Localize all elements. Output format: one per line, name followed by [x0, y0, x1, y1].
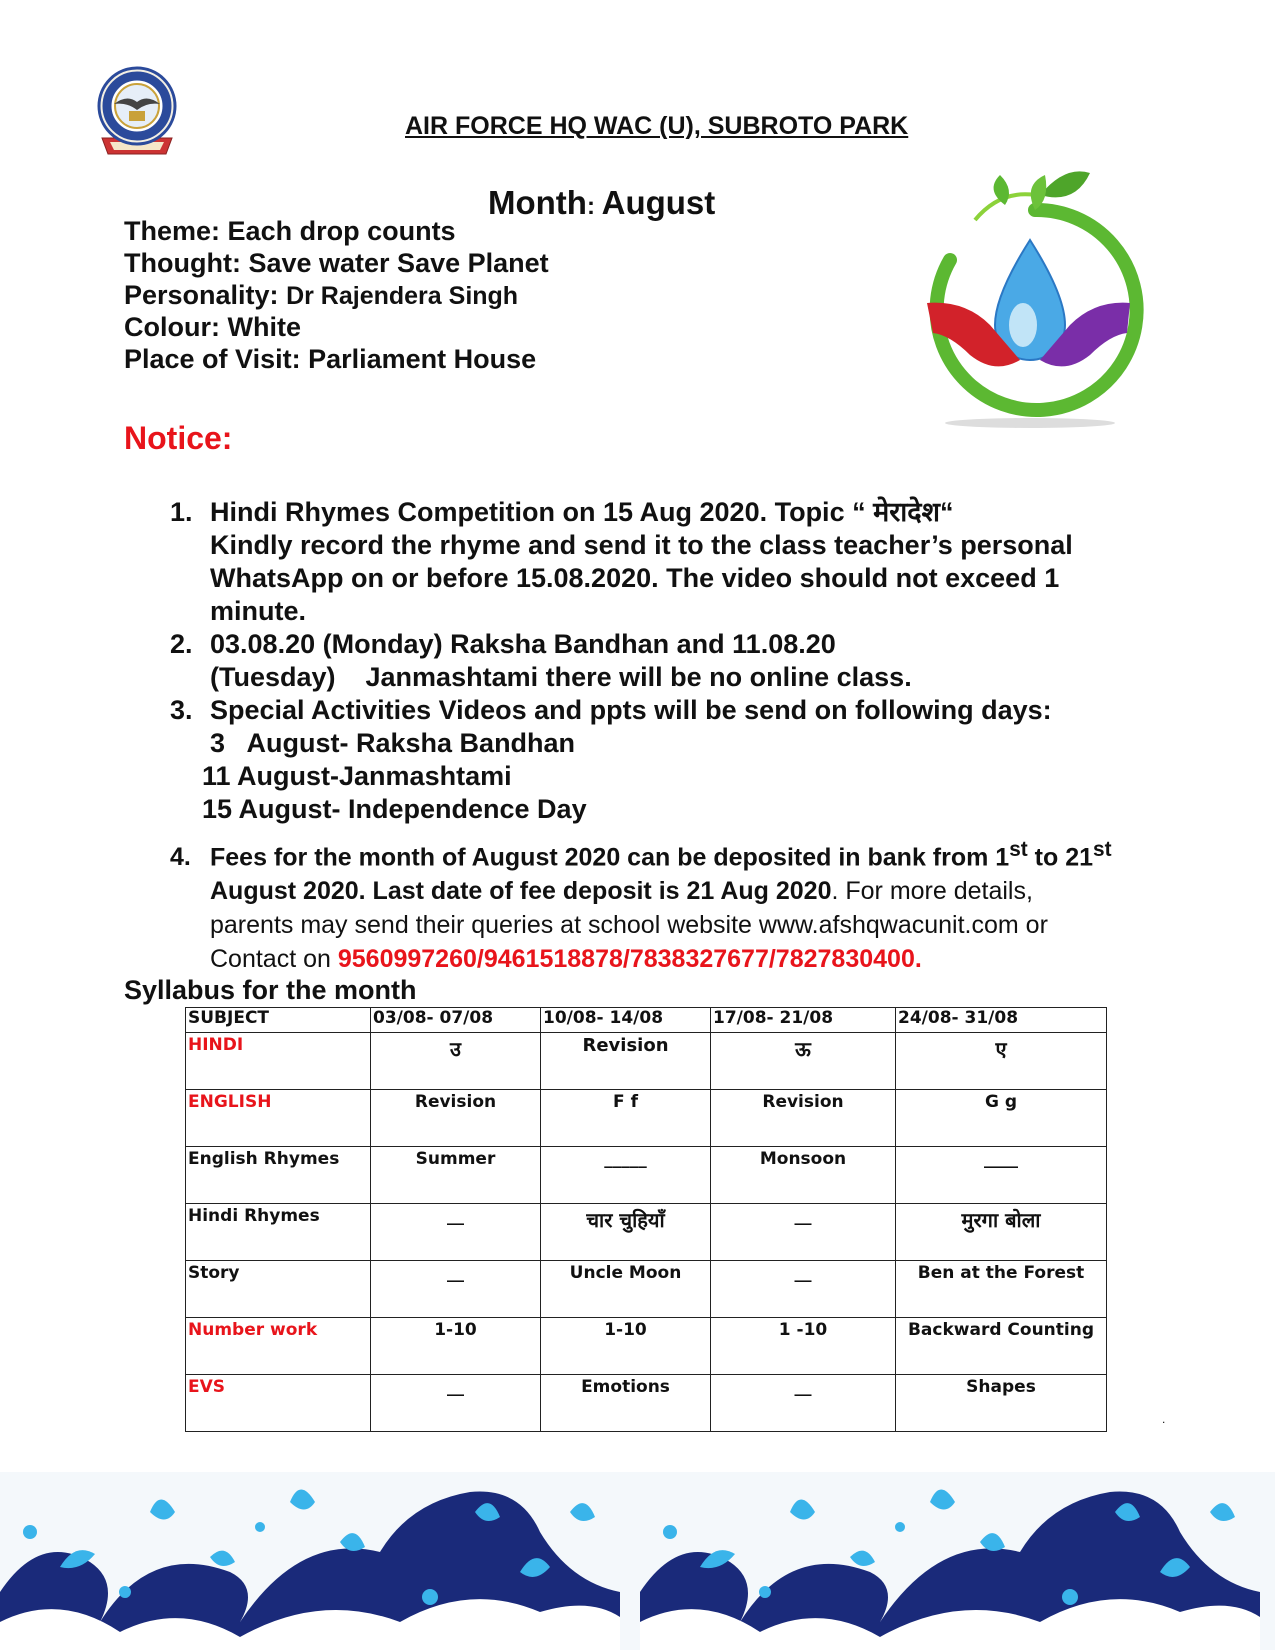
table-cell: ऊ: [711, 1033, 896, 1090]
school-header: AIR FORCE HQ WAC (U), SUBROTO PARK: [405, 112, 909, 140]
stray-dot: .: [1162, 1412, 1166, 1426]
column-header: SUBJECT: [186, 1008, 371, 1033]
subject-cell: English Rhymes: [186, 1147, 371, 1204]
notice-item-1: 1. Hindi Rhymes Competition on 15 Aug 2020. Topic “ मेरादेश“ Kindly record the rhyme and send it to the class teacher’s personal WhatsApp on or before 15.08.2020. The video should not exceed 1 minute.: [170, 497, 1073, 626]
month-label: Month: [488, 184, 587, 221]
table-cell: Ben at the Forest: [896, 1261, 1107, 1318]
table-row: [186, 1204, 1107, 1261]
table-cell: __: [711, 1261, 896, 1318]
subject-cell: Hindi Rhymes: [186, 1204, 371, 1261]
subject-cell: ENGLISH: [186, 1090, 371, 1147]
table-cell: Emotions: [541, 1375, 711, 1432]
table-cell: Revision: [371, 1090, 541, 1147]
table-cell: __: [371, 1375, 541, 1432]
notice-item-2: 2. 03.08.20 (Monday) Raksha Bandhan and 11.08.20 (Tuesday) Janmashtami there will be no online class.: [170, 629, 912, 692]
table-cell: __: [371, 1204, 541, 1261]
table-cell: F f: [541, 1090, 711, 1147]
column-header: 17/08- 21/08: [711, 1008, 896, 1033]
table-cell: ए: [896, 1033, 1107, 1090]
table-cell: Summer: [371, 1147, 541, 1204]
subject-cell: HINDI: [186, 1033, 371, 1090]
table-header-row: [186, 1008, 1107, 1033]
subject-cell: Story: [186, 1261, 371, 1318]
table-cell: उ: [371, 1033, 541, 1090]
table-cell: ____: [896, 1147, 1107, 1204]
table-cell: Backward Counting: [896, 1318, 1107, 1375]
table-cell: 1-10: [541, 1318, 711, 1375]
water-drop-hands-logo-icon: [915, 165, 1145, 435]
notice-item-4: 4. Fees for the month of August 2020 can be deposited in bank from 1st to 21st August 2020. Last date of fee deposit is 21 Aug 2020. For more details, parents may send their queries at school website www.afshqwacunit.com or Contact on 9560997260/9461518878/7838327677/7827830400.: [170, 838, 1112, 974]
table-row: [186, 1090, 1107, 1147]
table-cell: मुरगा बोला: [896, 1204, 1107, 1261]
table-cell: Monsoon: [711, 1147, 896, 1204]
table-cell: __: [711, 1204, 896, 1261]
month-title: Month: August: [488, 184, 716, 221]
notice-heading: Notice:: [124, 420, 233, 456]
syllabus-table: [185, 1007, 1107, 1432]
water-splash-border: [0, 1472, 1275, 1650]
notice-item-3: 3. Special Activities Videos and ppts will be send on following days: 3 August- Raksha Bandhan 11 August-Janmashtami 15 August- Independence Day: [170, 695, 1052, 824]
column-header: 10/08- 14/08: [541, 1008, 711, 1033]
contact-phones: 9560997260/9461518878/7838327677/7827830400.: [337, 945, 922, 974]
table-cell: 1-10: [371, 1318, 541, 1375]
syllabus-heading: Syllabus for the month: [124, 975, 417, 1005]
personality-line: Personality: Dr Rajendera Singh: [124, 280, 519, 310]
table-cell: _____: [541, 1147, 711, 1204]
place-of-visit-line: Place of Visit: Parliament House: [124, 344, 537, 374]
table-cell: G g: [896, 1090, 1107, 1147]
table-row: [186, 1375, 1107, 1432]
subject-cell: EVS: [186, 1375, 371, 1432]
table-row: [186, 1033, 1107, 1090]
table-cell: Revision: [711, 1090, 896, 1147]
column-header: 24/08- 31/08: [896, 1008, 1107, 1033]
table-row: [186, 1318, 1107, 1375]
table-row: [186, 1261, 1107, 1318]
thought-line: Thought: Save water Save Planet: [124, 248, 549, 278]
table-cell: Shapes: [896, 1375, 1107, 1432]
month-value: August: [601, 184, 716, 221]
table-row: [186, 1147, 1107, 1204]
colour-line: Colour: White: [124, 312, 301, 342]
table-cell: Revision: [541, 1033, 711, 1090]
table-cell: चार चुहियाँ: [541, 1204, 711, 1261]
table-cell: 1 -10: [711, 1318, 896, 1375]
theme-line: Theme: Each drop counts: [124, 216, 456, 246]
table-cell: __: [711, 1375, 896, 1432]
school-emblem-icon: [92, 66, 182, 166]
column-header: 03/08- 07/08: [371, 1008, 541, 1033]
table-cell: Uncle Moon: [541, 1261, 711, 1318]
table-cell: __: [371, 1261, 541, 1318]
subject-cell: Number work: [186, 1318, 371, 1375]
